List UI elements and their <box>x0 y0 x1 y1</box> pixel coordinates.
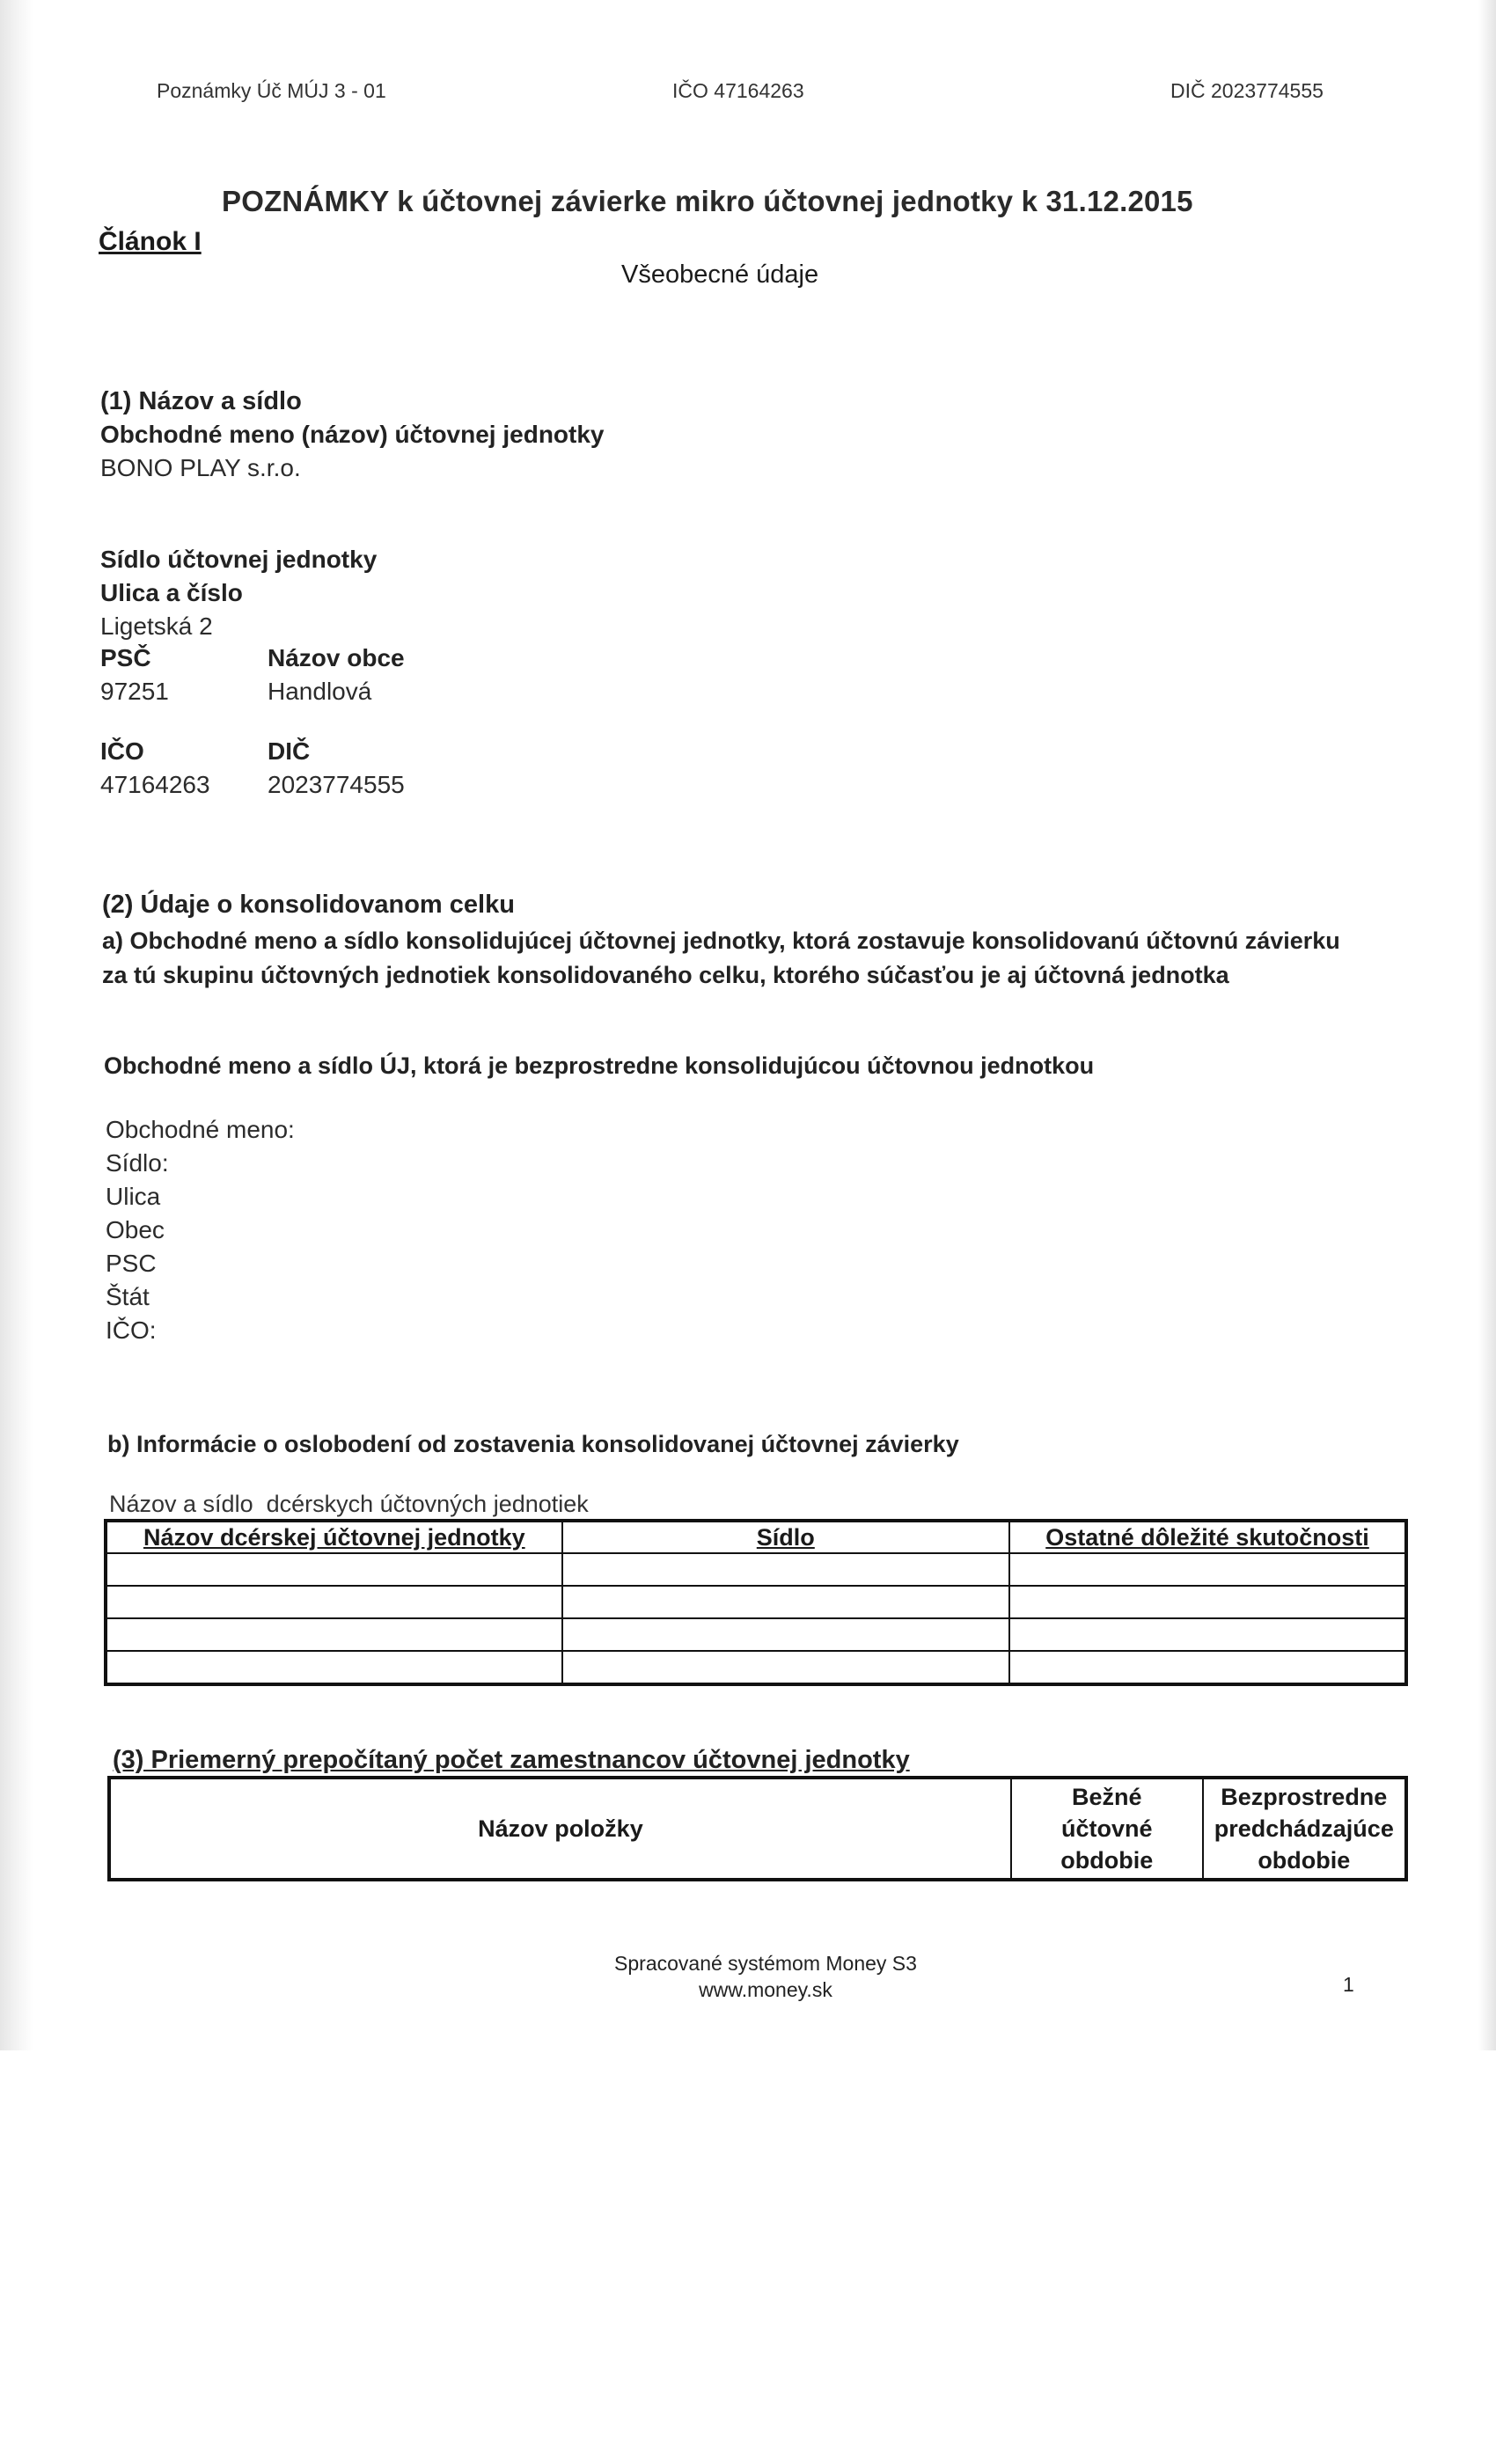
employees-table <box>107 1776 1408 1881</box>
header-dic: DIČ 2023774555 <box>1170 79 1324 102</box>
field-ico: IČO: <box>106 1316 157 1344</box>
field-psc: PSC <box>106 1250 157 1277</box>
scan-edge-left <box>0 0 33 2050</box>
city-label: Názov obce <box>268 644 405 671</box>
footer-software-note: Spracované systémom Money S3 <box>614 1952 917 1975</box>
table-cell <box>562 1618 1009 1651</box>
field-city: Obec <box>106 1216 165 1243</box>
table-row <box>106 1553 1406 1586</box>
column-header-previous-period: Bezprostredne predchádzajúce obdobie <box>1203 1778 1406 1880</box>
column-header-other-facts: Ostatné dôležité skutočnosti <box>1009 1521 1406 1553</box>
header-form-code: Poznámky Úč MÚJ 3 - 01 <box>157 79 386 102</box>
direct-consolidator-heading: Obchodné meno a sídlo ÚJ, ktorá je bezprostredne konsolidujúcou účtovnou jednotkou <box>104 1052 1095 1079</box>
article-subtitle: Všeobecné údaje <box>621 260 819 289</box>
table-row <box>106 1651 1406 1684</box>
field-company-name: Obchodné meno: <box>106 1116 295 1143</box>
column-header-current-period: Bežné účtovné obdobie <box>1011 1778 1203 1880</box>
section2-heading: (2) Údaje o konsolidovanom celku <box>102 891 515 919</box>
psc-value: 97251 <box>100 678 169 705</box>
consolidating-entity-text: a) Obchodné meno a sídlo konsolidujúcej účtovnej jednotky, ktorá zostavuje konsolidovanú účtovnú závierku za tú skupinu účtovných jednotiek konsolidovaného celku, ktorého súčasťou je aj účtovná jednotka <box>102 928 1340 988</box>
table-header-row <box>106 1521 1406 1553</box>
psc-label: PSČ <box>100 644 151 671</box>
footer-website: www.money.sk <box>699 1978 832 2001</box>
page-number: 1 <box>1343 1973 1354 1996</box>
table-cell <box>1009 1553 1406 1586</box>
field-street: Ulica <box>106 1183 161 1210</box>
document-title: POZNÁMKY k účtovnej závierke mikro účtovnej jednotky k 31.12.2015 <box>222 185 1193 217</box>
seat-label: Sídlo účtovnej jednotky <box>100 546 378 573</box>
column-header-seat: Sídlo <box>562 1521 1009 1553</box>
column-header-item-name: Názov položky <box>109 1778 1011 1880</box>
article-label: Článok I <box>99 227 202 256</box>
street-label: Ulica a číslo <box>100 579 243 606</box>
company-name-label: Obchodné meno (názov) účtovnej jednotky <box>100 421 605 448</box>
header-ico: IČO 47164263 <box>672 79 804 102</box>
company-name-value: BONO PLAY s.r.o. <box>100 454 301 481</box>
table-cell <box>562 1553 1009 1586</box>
table-row <box>106 1586 1406 1618</box>
table-cell <box>1009 1586 1406 1618</box>
dic-value: 2023774555 <box>268 771 405 798</box>
ico-label: IČO <box>100 737 144 765</box>
table-cell <box>562 1586 1009 1618</box>
dic-label: DIČ <box>268 737 311 765</box>
section3-heading: (3) Priemerný prepočítaný počet zamestnancov účtovnej jednotky <box>113 1746 910 1774</box>
table-cell <box>562 1651 1009 1684</box>
table-cell <box>1009 1651 1406 1684</box>
table-cell <box>1009 1618 1406 1651</box>
field-seat: Sídlo: <box>106 1149 169 1177</box>
subsidiaries-table-caption: Názov a sídlo dcérskych účtovných jednotiek <box>109 1491 589 1517</box>
street-value: Ligetská 2 <box>100 612 213 640</box>
exemption-heading: b) Informácie o oslobodení od zostavenia konsolidovanej účtovnej závierky <box>107 1431 959 1457</box>
table-cell <box>106 1618 562 1651</box>
table-header-row <box>109 1778 1406 1880</box>
column-header-subsidiary-name: Názov dcérskej účtovnej jednotky <box>106 1521 562 1553</box>
table-cell <box>106 1586 562 1618</box>
section1-heading: (1) Názov a sídlo <box>100 387 302 415</box>
scan-edge-right <box>1478 0 1496 2050</box>
city-value: Handlová <box>268 678 372 705</box>
table-cell <box>106 1553 562 1586</box>
table-cell <box>106 1651 562 1684</box>
ico-value: 47164263 <box>100 771 210 798</box>
table-row <box>106 1618 1406 1651</box>
field-state: Štát <box>106 1283 150 1310</box>
subsidiaries-table <box>104 1519 1408 1686</box>
